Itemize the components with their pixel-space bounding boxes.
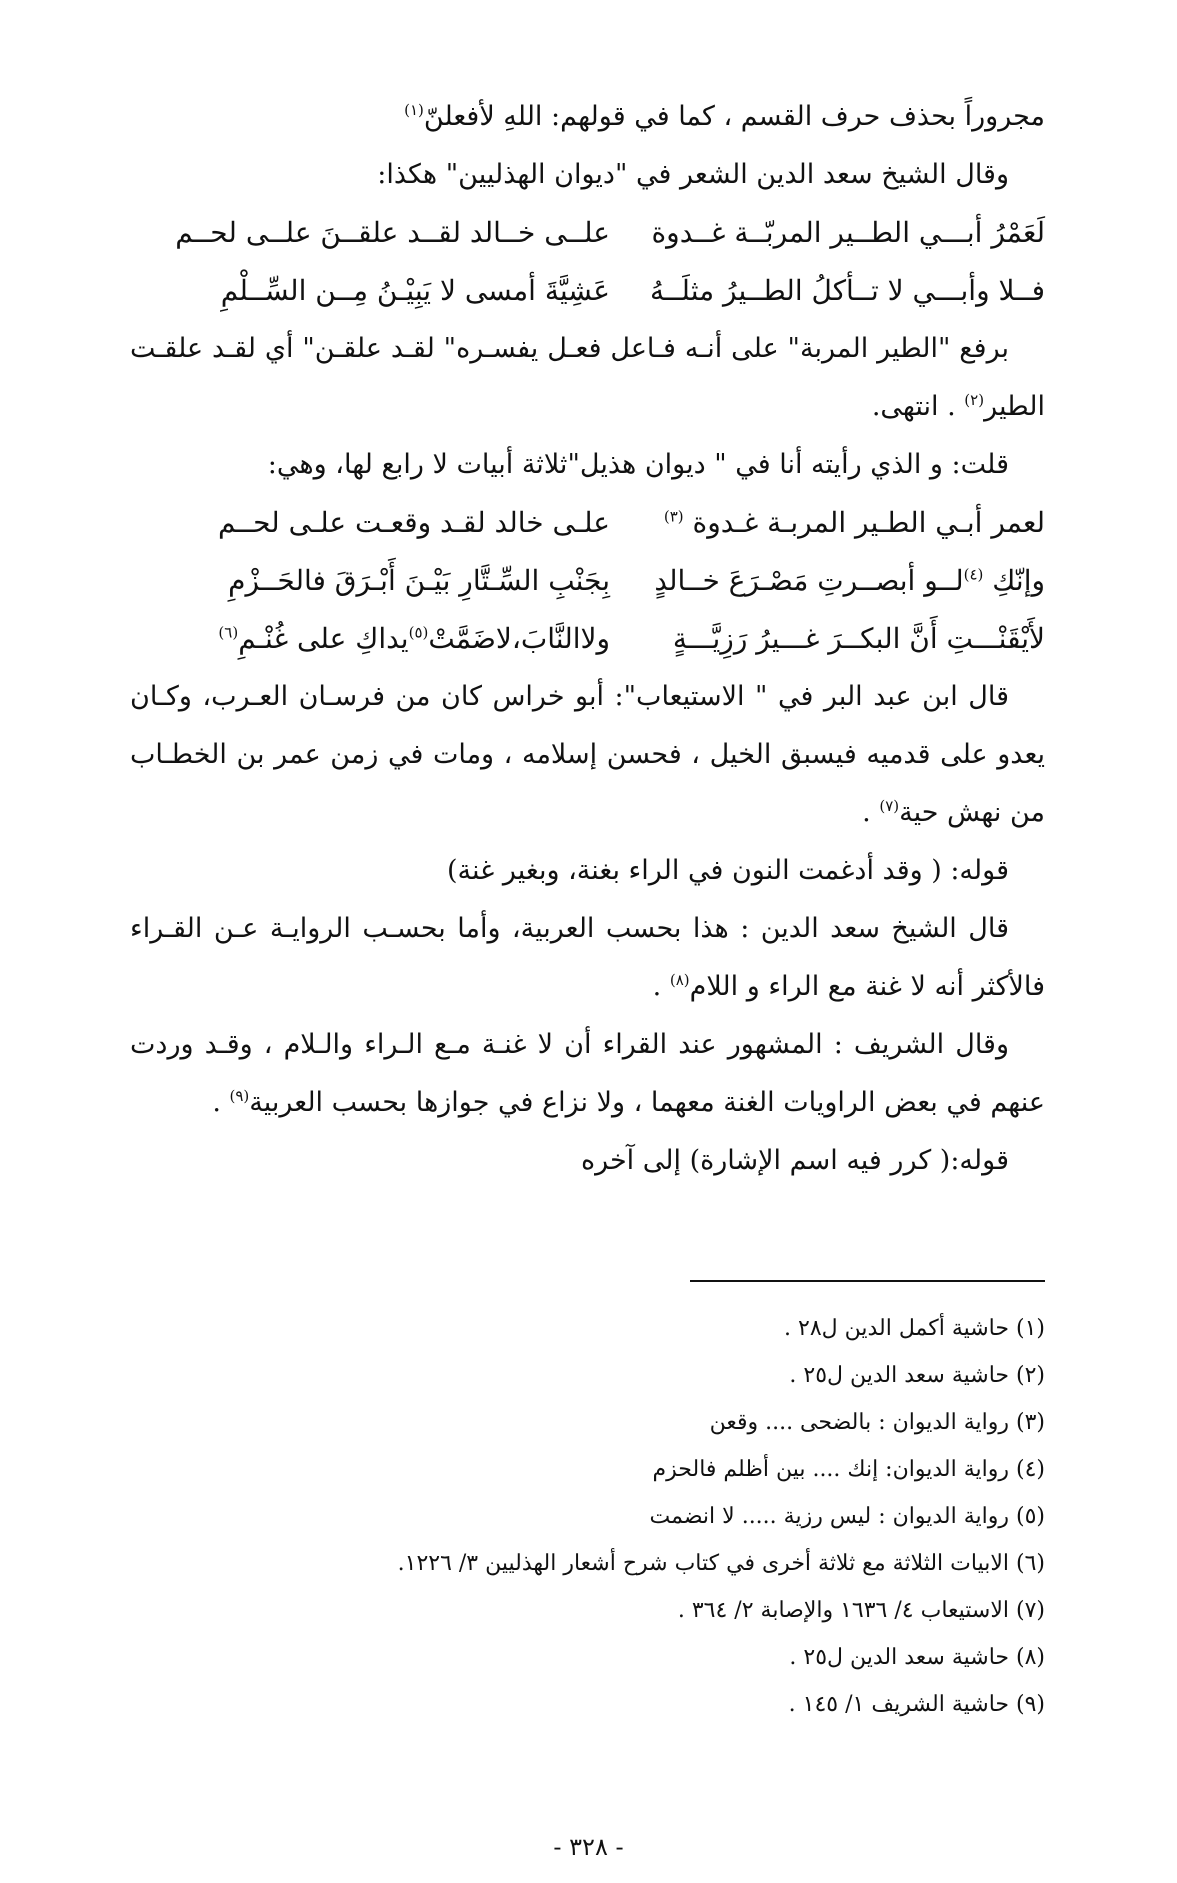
paragraph-1 <box>130 88 1045 146</box>
paragraph-5-text: قال ابن عبد البر في " الاستيعاب": أبو خراس كان من فرسـان العـرب، وكـان يعدو على قدميه فيسبق الخيل ، فحسن إسلامه ، ومات في زمن عمر بن الخطـاب من نهش حية <box>130 681 1045 828</box>
verse-5-second-start: ولاالنَّابَ،لاضَمَّتْ <box>428 622 610 655</box>
footnote-separator <box>690 1280 1045 1282</box>
paragraph-7 <box>130 900 1045 1016</box>
footnote-8: (٨) حاشية سعد الدين ل٢٥ . <box>789 1645 1045 1670</box>
verse-line-2 <box>130 262 1045 320</box>
verse-4-first-rest: لــو أبصــرتِ مَصْـرَعَ خــالدٍ <box>654 564 964 597</box>
footnote-marker-8: (٨) <box>669 971 690 989</box>
footnote-6: (٦) الابيات الثلاثة مع ثلاثة أخرى في كتاب شرح أشعار الهذليين ٣/ ١٢٢٦. <box>397 1551 1045 1576</box>
footnote-4: (٤) رواية الديوان: إنك .... بين أظلم فالحزم <box>652 1457 1045 1482</box>
footnote-marker-4: (٤) <box>963 565 984 584</box>
footnote-marker-9: (٩) <box>229 1087 250 1105</box>
verse-4-second-hemistich: بِجَنْبِ السِّـتَّارِ بَيْـنَ أَبْـرَقَ فالحَــزْمِ <box>228 564 610 597</box>
verse-line-4 <box>130 552 1045 610</box>
verse-3-first-text: لعمر أبـي الطـير المربـة غـدوة <box>692 506 1045 539</box>
verse-line-5 <box>130 610 1045 668</box>
paragraph-5 <box>130 668 1045 842</box>
verse-5-first-hemistich: لأَيْقَنْـــتِ أَنَّ البكــرَ غـــيرُ رَزِيَّـــةٍ <box>672 622 1045 655</box>
paragraph-6: قوله: ( وقد أدغمت النون في الراء بغنة، وبغير غنة) <box>447 855 1009 886</box>
footnote-marker-6: (٦) <box>218 623 239 642</box>
verse-1-first-hemistich: لَعَمْرُ أبـــي الطــير المربّــة غــدوة <box>651 216 1045 249</box>
verse-2-second-hemistich: عَشِيَّةَ أمسى لا يَبِيْـنُ مِــن السِّــلْمِ <box>220 274 610 307</box>
paragraph-5-end: . <box>862 797 880 828</box>
footnote-marker-5: (٥) <box>408 623 429 642</box>
footnote-5: (٥) رواية الديوان : ليس رزية ..... لا انضمت <box>649 1504 1045 1529</box>
paragraph-3-end: . انتهى. <box>871 391 965 422</box>
footnote-9: (٩) حاشية الشريف ١/ ١٤٥ . <box>788 1692 1045 1717</box>
verse-2-first-hemistich: فــلا وأبـــي لا تــأكلُ الطــيرُ مثلَــهُ <box>650 274 1045 307</box>
footnote-3: (٣) رواية الديوان : بالضحى .... وقعن <box>709 1410 1045 1435</box>
paragraph-2: وقال الشيخ سعد الدين الشعر في "ديوان الهذليين" هكذا: <box>377 159 1009 190</box>
paragraph-4: قلت: و الذي رأيته أنا في " ديوان هذيل"ثلاثة أبيات لا رابع لها، وهي: <box>267 449 1009 480</box>
verse-5-second-rest: يداكِ على غُنْـمِ <box>238 622 409 655</box>
main-text <box>130 88 1045 1190</box>
verse-4-first-hemistich <box>636 552 1045 610</box>
verse-1-second-hemistich: علــى خــالد لقــد علقــنَ علــى لحــم <box>175 216 610 249</box>
footnote-1: (١) حاشية أكمل الدين ل٢٨ . <box>784 1316 1045 1341</box>
verse-3-first-hemistich <box>636 494 1045 552</box>
paragraph-8-text: وقال الشريف : المشهور عند القراء أن لا غنـة مـع الـراء والـلام ، وقـد وردت عنهم في بعض الراويات الغنة معهما ، ولا نزاع في جوازها بحسب العربية <box>130 1029 1045 1118</box>
paragraph-7-text: قال الشيخ سعد الدين : هذا بحسب العربية، وأما بحسـب الروايـة عـن القـراء فالأكثر أنه لا غنة مع الراء و اللام <box>130 913 1045 1002</box>
paragraph-9: قوله:( كرر فيه اسم الإشارة) إلى آخره <box>580 1145 1009 1176</box>
paragraph-3 <box>130 320 1045 436</box>
paragraph-3-text: برفع "الطير المربة" على أنـه فـاعل فعـل يفسـره" لقـد علقـن" أي لقـد علقـت الطير <box>130 333 1045 422</box>
paragraph-8-end: . <box>212 1087 230 1118</box>
verse-line-1 <box>130 204 1045 262</box>
paragraph-8 <box>130 1016 1045 1132</box>
verse-4-first-word: وإنّكِ <box>992 564 1045 597</box>
footnote-7: (٧) الاستيعاب ٤/ ١٦٣٦ والإصابة ٢/ ٣٦٤ . <box>677 1598 1045 1623</box>
paragraph-7-end: . <box>652 971 670 1002</box>
footnote-2: (٢) حاشية سعد الدين ل٢٥ . <box>789 1363 1045 1388</box>
footnote-marker-7: (٧) <box>879 797 900 815</box>
verse-line-3 <box>130 494 1045 552</box>
verse-5-second-hemistich <box>175 610 610 668</box>
footnote-marker-1: (١) <box>404 101 424 119</box>
verse-3-second-hemistich: علـى خالد لقـد وقعـت علـى لحــم <box>218 506 610 539</box>
footnote-marker-2: (٢) <box>964 391 985 409</box>
paragraph-1-text: مجروراً بحذف حرف القسم ، كما في قولهم: اللهِ لأفعلنّ <box>423 101 1045 132</box>
footnotes <box>130 1305 1045 1728</box>
footnote-marker-3: (٣) <box>663 507 684 526</box>
page-number: - ٣٢٨ - <box>553 1833 624 1861</box>
